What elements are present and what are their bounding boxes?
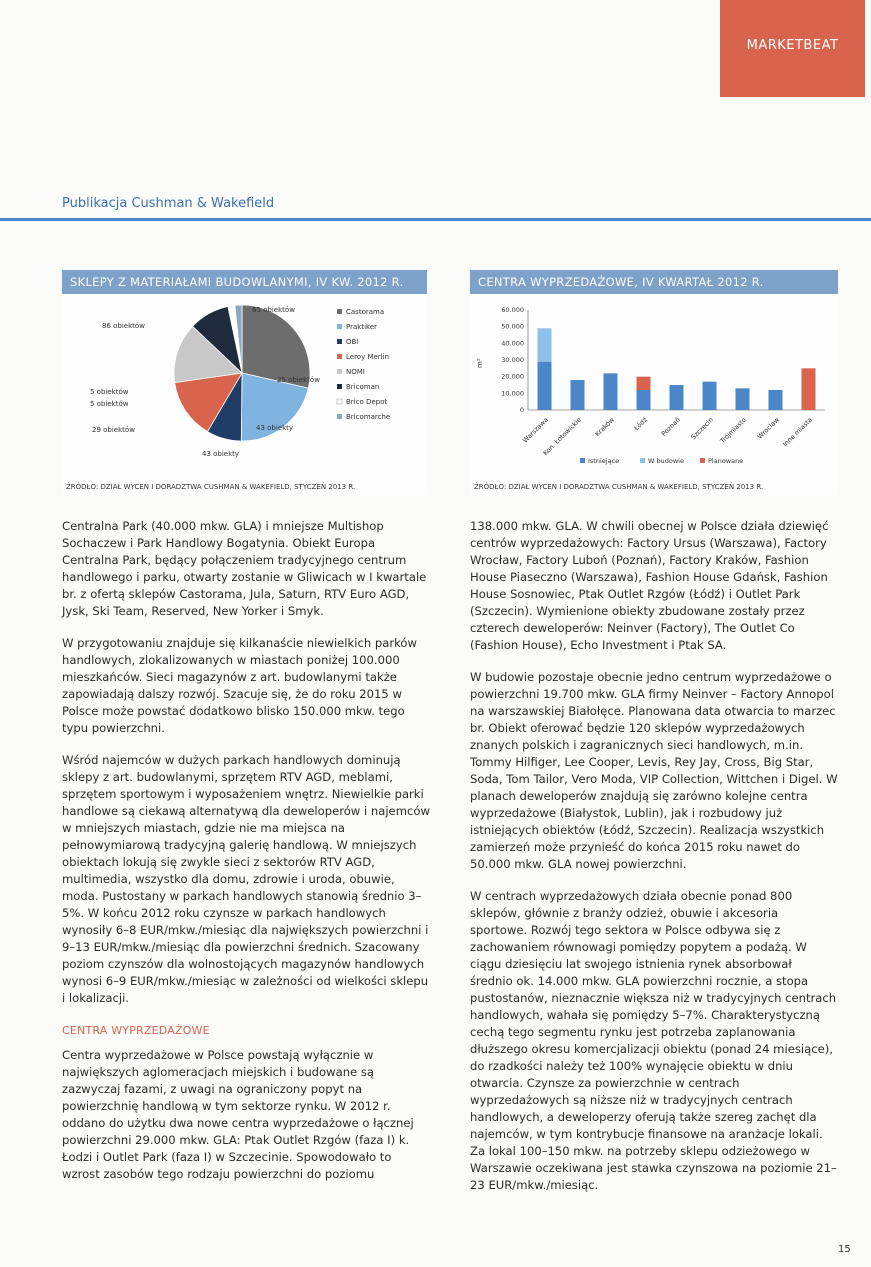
bar-chart-panel <box>470 270 838 495</box>
pie-chart-panel <box>62 270 427 495</box>
section-heading: CENTRA WYPRZEDAŻOWE <box>62 1024 210 1037</box>
pie-slice-label: 5 obiektów <box>90 400 129 408</box>
legend-swatch <box>337 384 342 389</box>
legend-swatch <box>640 458 645 463</box>
y-tick-label: 30.000 <box>501 356 524 364</box>
legend-label: Planowane <box>708 457 744 465</box>
legend-label: Castorama <box>346 308 385 316</box>
pie-chart-source: ŹRÓDŁO: DZIAŁ WYCEN I DORADZTWA CUSHMAN & WAKEFIELD, STYCZEŃ 2013 R. <box>66 483 356 491</box>
legend-swatch <box>337 354 342 359</box>
bar-istniejące <box>538 362 552 410</box>
legend-label: OBI <box>346 338 359 346</box>
pie-slice-label: 29 obiektów <box>92 426 135 434</box>
paragraph: W centrach wyprzedażowych działa obecnie ponad 800 sklepów, głównie z branży odzież, obuwie i akcesoria sportowe. Rozwój tego sektora w Polsce odbywa się z zachowaniem równowagi pomiędzy popytem a podażą. W ciągu dziesięciu lat swojego istnienia rynek absorbował średnio ok. 14.000 mkw. GLA powierzchni rocznie, a stopa pustostanów, nieznacznie większa niż w tradycyjnych centrach handlowych, wahała się pomiędzy 5–7%. Charakterystyczną cechą tego segmentu rynku jest potrzeba zaplanowania dłuższego okresu komercjalizacji obiektu (ponad 24 miesiące), do rzadkości należy też 100% wynajęcie obiektu w dniu otwarcia. Czynsze za powierzchnie w centrach wyprzedażowych są niższe niż w tradycyjnych centrach handlowych, a deweloperzy oferują także szereg zachęt dla najemców, w tym kontrybucje finansowe na aranżacje lokali. Za lokal 100–150 mkw. na potrzeby sklepu odzieżowego w Warszawie oczekiwana jest stawka czynszowa na poziomie 21–23 EUR/mkw./miesiąc. <box>470 889 837 1192</box>
legend-swatch <box>580 458 585 463</box>
y-tick-label: 20.000 <box>501 372 524 381</box>
legend-label: Bricoman <box>346 383 380 391</box>
legend-label: NOMI <box>346 368 365 376</box>
marketbeat-badge <box>720 0 865 97</box>
legend-swatch <box>337 369 342 374</box>
legend-swatch <box>337 399 342 404</box>
x-tick-label: Kon. Łotowickie <box>541 415 583 458</box>
y-tick-label: 0 <box>519 406 524 414</box>
legend-label: Istniejące <box>588 457 620 465</box>
right-column <box>470 518 838 1209</box>
y-axis-label: m² <box>476 358 484 368</box>
pie-slice-label: 25 obiektów <box>277 376 320 384</box>
bar-istniejące <box>736 388 750 410</box>
paragraph: Centra wyprzedażowe w Polsce powstają wyłącznie w największych aglomeracjach miejskich i budowane są zazwyczaj fazami, z uwagi na ograniczony popyt na powierzchnię handlową w tym sektorze rynku. W 2012 r. oddano do użytku dwa nowe centra wyprzedażowe o łącznej powierzchni 29.000 mkw. GLA: Ptak Outlet Rzgów (faza I) k. Łodzi i Outlet Park (faza I) w Szczecinie. Spowodowało to wzrost zasobów tego rodzaju powierzchni do poziomu <box>62 1048 414 1181</box>
bar-istniejące <box>703 382 717 410</box>
badge-label: MARKETBEAT <box>746 38 839 53</box>
bar-chart-source: ŹRÓDŁO: DZIAŁ WYCEN I DORADZTWA CUSHMAN & WAKEFIELD, STYCZEŃ 2013 R. <box>474 483 764 491</box>
bar-istniejące <box>571 380 585 410</box>
paragraph: Wśród najemców w dużych parkach handlowych dominują sklepy z art. budowlanymi, sprzętem RTV AGD, meblami, sprzętem sportowym i wyposażeniem wnętrz. Niewielkie parki handlowe są ciekawą alternatywą dla deweloperów i najemców w mniejszych miastach, gdzie nie ma miejsca na pełnowymiarową tradycyjną galerię handlową. W mniejszych obiektach lokują się zwykle sieci z sektorów RTV AGD, multimedia, wszystko dla domu, zdrowie i uroda, obuwie, moda. Pustostany w parkach handlowych stanowią średnio 3–5%. W końcu 2012 roku czynsze w parkach handlowych wynosiły 6–8 EUR/mkw./miesiąc dla największych powierzchni i 9–13 EUR/mkw./miesiąc dla powierzchni średnich. Szacowany poziom czynszów dla wolnostojących magazynów handlowych wynosi 6–9 EUR/mkw./miesiąc w zależności od wielkości sklepu i lokalizacji. <box>62 753 430 1005</box>
header-rule <box>0 218 871 221</box>
x-tick-label: Trójmiasto <box>718 415 748 446</box>
y-tick-label: 50.000 <box>501 322 524 331</box>
x-tick-label: Kraków <box>593 415 616 439</box>
legend-label: Bricomarche <box>346 413 391 421</box>
pie-slice-label: 43 obiekty <box>256 424 294 432</box>
pie-chart-title: SKLEPY Z MATERIAŁAMI BUDOWLANYMI, IV KW. 2012 R. <box>62 270 427 294</box>
page-number: 15 <box>838 1244 851 1255</box>
legend-swatch <box>337 339 342 344</box>
pie-slice-label: 5 obiektów <box>90 388 129 396</box>
y-tick-label: 10.000 <box>501 389 524 398</box>
legend-swatch <box>337 309 342 314</box>
bar-planowane <box>802 368 816 410</box>
legend-label: Brico Depot <box>346 398 388 406</box>
x-tick-label: Wrocław <box>755 415 781 441</box>
x-tick-label: Szczecin <box>689 415 715 442</box>
pie-slice-label: 43 obiekty <box>202 450 240 458</box>
bar-istniejące <box>637 390 651 410</box>
legend-label: W budowie <box>648 457 684 465</box>
pie-slice-label: 86 obiektów <box>102 322 145 330</box>
y-tick-label: 60.000 <box>501 306 524 314</box>
paragraph: Centralna Park (40.000 mkw. GLA) i mniejsze Multishop Sochaczew i Park Handlowy Bogatynia. Obiekt Europa Centralna Park, będący połączeniem tradycyjnego centrum handlowego i parku, otwarty zostanie w Gliwicach w I kwartale br. z ofertą sklepów Castorama, Jula, Saturn, RTV Euro AGD, Jysk, Ski Team, Reserved, New Yorker i Smyk. <box>62 519 427 618</box>
x-tick-label: Poznań <box>659 415 682 438</box>
left-column <box>62 518 430 1198</box>
legend-swatch <box>337 414 342 419</box>
bar-planowane <box>637 377 651 390</box>
bar-chart-title: CENTRA WYPRZEDAŻOWE, IV KWARTAŁ 2012 R. <box>470 270 838 294</box>
y-tick-label: 40.000 <box>501 339 524 348</box>
x-tick-label: Inne miasta <box>781 415 814 449</box>
publication-title: Publikacja Cushman & Wakefield <box>62 196 275 211</box>
bar-istniejące <box>769 390 783 410</box>
legend-swatch <box>700 458 705 463</box>
bar-w-budowie <box>538 328 552 361</box>
paragraph: W budowie pozostaje obecnie jedno centrum wyprzedażowe o powierzchni 19.700 mkw. GLA firmy Neinver – Factory Annopol na warszawskiej Białołęce. Planowana data otwarcia to marzec br. Obiekt oferować będzie 120 sklepów wyprzedażowych znanych polskich i zagranicznych sieci handlowych, m.in. Tommy Hilfiger, Lee Cooper, Levis, Rey Jay, Cross, Big Star, Soda, Tom Tailor, Vero Moda, VIP Collection, Wittchen i Digel. W planach deweloperów znajdują się zarówno kolejne centra wyprzedażowe (Białystok, Lublin), jak i rozbudowy już istniejących obiektów (Łódź, Szczecin). Realizacja wszystkich zamierzeń może przynieść do końca 2015 roku nawet do 50.000 mkw. GLA nowej powierzchni. <box>470 670 838 871</box>
legend-swatch <box>337 324 342 329</box>
x-tick-label: Warszawa <box>521 415 550 445</box>
pie-slice-label: 65 obiektów <box>252 306 295 314</box>
x-tick-label: Łódź <box>632 415 649 433</box>
pie-chart <box>62 298 427 478</box>
bar-istniejące <box>670 385 684 410</box>
legend-label: Leroy Merlin <box>346 353 390 361</box>
paragraph: 138.000 mkw. GLA. W chwili obecnej w Polsce działa dziewięć centrów wyprzedażowych: Factory Ursus (Warszawa), Factory Wrocław, Factory Luboń (Poznań), Factory Kraków, Fashion House Piaseczno (Warszawa), Fashion House Gdańsk, Fashion House Sosnowiec, Ptak Outlet Rzgów (Łódź) i Outlet Park (Szczecin). Wymienione obiekty zbudowane zostały przez czterech deweloperów: Neinver (Factory), The Outlet Co (Fashion House), Echo Investment i Ptak SA. <box>470 519 829 652</box>
legend-label: Praktiker <box>346 323 377 331</box>
bar-chart <box>470 298 838 478</box>
bar-istniejące <box>604 373 618 410</box>
paragraph: W przygotowaniu znajduje się kilkanaście niewielkich parków handlowych, zlokalizowanych w miastach poniżej 100.000 mieszkańców. Sieci magazynów z art. budowlanymi także zapowiadają dalszy rozwój. Szacuje się, że do roku 2015 w Polsce może powstać dodatkowo blisko 150.000 mkw. tego typu powierzchni. <box>62 636 417 735</box>
